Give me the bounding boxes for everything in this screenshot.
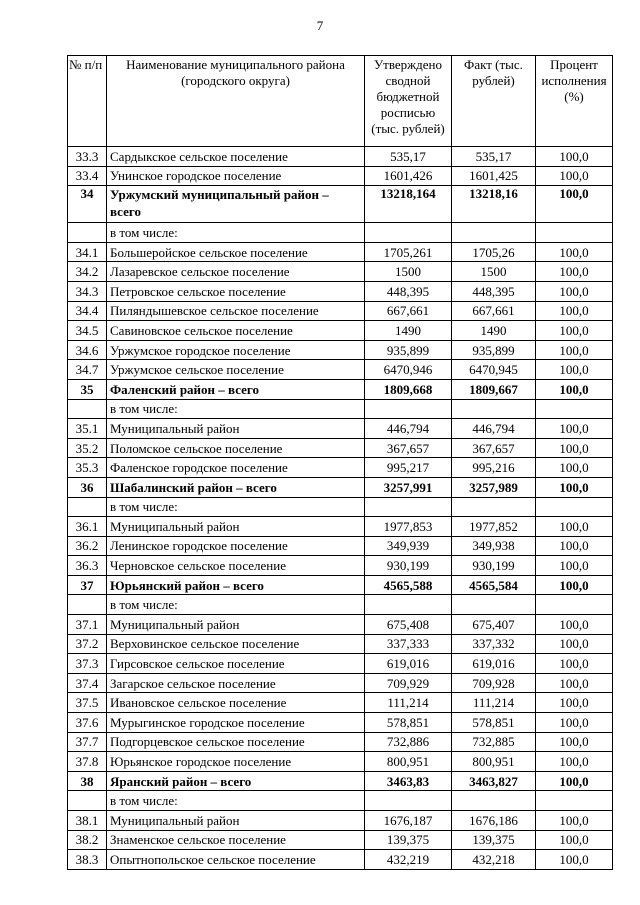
row-fact-cell: 432,218 (452, 850, 536, 870)
row-percent-cell: 100,0 (536, 771, 613, 791)
row-name-cell: Муниципальный район (107, 517, 365, 537)
row-percent-cell: 100,0 (536, 811, 613, 831)
row-number-cell: 34.6 (68, 340, 107, 360)
table-row-total (68, 771, 613, 791)
row-name-cell: Фаленское городское поселение (107, 458, 365, 478)
row-percent-cell: 100,0 (536, 654, 613, 674)
row-fact-cell: 578,851 (452, 713, 536, 733)
row-number-cell: 37.2 (68, 634, 107, 654)
row-number-cell: 36.2 (68, 536, 107, 556)
row-number-cell: 34.3 (68, 281, 107, 301)
row-fact-cell: 667,661 (452, 301, 536, 321)
row-percent-cell: 100,0 (536, 321, 613, 341)
table-row-total (68, 575, 613, 595)
page-number: 7 (316, 18, 324, 33)
row-plan-cell: 6470,946 (365, 360, 452, 380)
row-plan-cell: 935,899 (365, 340, 452, 360)
row-number-cell: 37.4 (68, 673, 107, 693)
table-row (68, 673, 613, 693)
row-percent-cell: 100,0 (536, 477, 613, 497)
row-plan-cell: 667,661 (365, 301, 452, 321)
row-number-cell (68, 399, 107, 419)
row-fact-cell (452, 223, 536, 243)
row-fact-cell: 3257,989 (452, 477, 536, 497)
table-row-subheader (68, 595, 613, 615)
row-plan-cell: 1490 (365, 321, 452, 341)
row-number-cell: 37.8 (68, 752, 107, 772)
row-number-cell: 34.7 (68, 360, 107, 380)
row-name-cell: Уржумское городское поселение (107, 340, 365, 360)
table-row-total (68, 477, 613, 497)
row-fact-cell: 1490 (452, 321, 536, 341)
table-row (68, 536, 613, 556)
row-percent-cell: 100,0 (536, 830, 613, 850)
row-name-cell: Петровское сельское поселение (107, 281, 365, 301)
row-percent-cell: 100,0 (536, 732, 613, 752)
row-plan-cell: 800,951 (365, 752, 452, 772)
row-fact-cell: 4565,584 (452, 575, 536, 595)
row-plan-cell: 732,886 (365, 732, 452, 752)
row-percent-cell: 100,0 (536, 281, 613, 301)
row-number-cell: 36.3 (68, 556, 107, 576)
row-fact-cell: 675,407 (452, 615, 536, 635)
table-row (68, 147, 613, 167)
row-fact-cell: 6470,945 (452, 360, 536, 380)
row-percent-cell: 100,0 (536, 360, 613, 380)
row-plan-cell: 1705,261 (365, 242, 452, 262)
row-fact-cell: 619,016 (452, 654, 536, 674)
table-row (68, 242, 613, 262)
row-plan-cell (365, 399, 452, 419)
row-name-cell: Опытнопольское сельское поселение (107, 850, 365, 870)
row-fact-cell: 139,375 (452, 830, 536, 850)
row-number-cell: 38 (68, 771, 107, 791)
row-fact-cell: 337,332 (452, 634, 536, 654)
row-plan-cell: 619,016 (365, 654, 452, 674)
header-name: Наименование муниципального района (городского округа) (107, 56, 365, 147)
row-fact-cell (452, 791, 536, 811)
row-fact-cell: 1977,852 (452, 517, 536, 537)
row-fact-cell: 535,17 (452, 147, 536, 167)
row-name-cell: в том числе: (107, 791, 365, 811)
table-row (68, 811, 613, 831)
row-number-cell: 35.1 (68, 419, 107, 439)
row-number-cell: 34.2 (68, 262, 107, 282)
row-name-cell: Уржумский муниципальный район – всего (107, 186, 365, 223)
header-fact: Факт (тыс. рублей) (452, 56, 536, 147)
row-percent-cell: 100,0 (536, 713, 613, 733)
row-percent-cell (536, 497, 613, 517)
row-number-cell: 34.5 (68, 321, 107, 341)
row-fact-cell: 111,214 (452, 693, 536, 713)
row-name-cell: Фаленский район – всего (107, 379, 365, 399)
row-name-cell: Сардыкское сельское поселение (107, 147, 365, 167)
row-name-cell: Уржумское сельское поселение (107, 360, 365, 380)
row-name-cell: Подгорцевское сельское поселение (107, 732, 365, 752)
row-name-cell: Ивановское сельское поселение (107, 693, 365, 713)
row-number-cell: 33.4 (68, 166, 107, 186)
row-plan-cell: 1676,187 (365, 811, 452, 831)
row-fact-cell: 1705,26 (452, 242, 536, 262)
row-plan-cell: 13218,164 (365, 186, 452, 223)
row-percent-cell: 100,0 (536, 615, 613, 635)
row-number-cell: 37.6 (68, 713, 107, 733)
row-name-cell: Большеройское сельское поселение (107, 242, 365, 262)
row-name-cell: Юрьянский район – всего (107, 575, 365, 595)
table-row (68, 556, 613, 576)
row-number-cell: 35.3 (68, 458, 107, 478)
table-row-subheader (68, 399, 613, 419)
table-row-total (68, 379, 613, 399)
table-row-subheader (68, 223, 613, 243)
row-percent-cell (536, 399, 613, 419)
row-plan-cell (365, 791, 452, 811)
row-plan-cell: 535,17 (365, 147, 452, 167)
row-plan-cell: 446,794 (365, 419, 452, 439)
row-name-cell: Муниципальный район (107, 419, 365, 439)
row-number-cell: 37.7 (68, 732, 107, 752)
header-plan: Утверждено сводной бюджетной росписью (тыс. рублей) (365, 56, 452, 147)
row-name-cell: в том числе: (107, 223, 365, 243)
table-row (68, 419, 613, 439)
row-name-cell: Мурыгинское городское поселение (107, 713, 365, 733)
table-row (68, 830, 613, 850)
row-name-cell: Черновское сельское поселение (107, 556, 365, 576)
table-row (68, 732, 613, 752)
row-plan-cell: 1977,853 (365, 517, 452, 537)
table-row (68, 438, 613, 458)
row-plan-cell: 448,395 (365, 281, 452, 301)
row-fact-cell: 3463,827 (452, 771, 536, 791)
row-name-cell: Савиновское сельское поселение (107, 321, 365, 341)
row-percent-cell (536, 595, 613, 615)
row-number-cell (68, 595, 107, 615)
row-percent-cell: 100,0 (536, 419, 613, 439)
table-row (68, 713, 613, 733)
row-number-cell: 38.1 (68, 811, 107, 831)
row-percent-cell: 100,0 (536, 575, 613, 595)
row-plan-cell: 3463,83 (365, 771, 452, 791)
row-fact-cell: 349,938 (452, 536, 536, 556)
row-percent-cell: 100,0 (536, 536, 613, 556)
row-name-cell: Ленинское городское поселение (107, 536, 365, 556)
row-fact-cell: 709,928 (452, 673, 536, 693)
row-name-cell: Муниципальный район (107, 811, 365, 831)
table-row (68, 752, 613, 772)
row-name-cell: в том числе: (107, 497, 365, 517)
row-number-cell: 37 (68, 575, 107, 595)
row-plan-cell: 337,333 (365, 634, 452, 654)
row-percent-cell: 100,0 (536, 166, 613, 186)
row-name-cell: в том числе: (107, 595, 365, 615)
row-plan-cell: 367,657 (365, 438, 452, 458)
row-fact-cell: 448,395 (452, 281, 536, 301)
row-percent-cell: 100,0 (536, 301, 613, 321)
table-row (68, 634, 613, 654)
table-row (68, 281, 613, 301)
row-number-cell: 34.1 (68, 242, 107, 262)
row-number-cell (68, 791, 107, 811)
row-percent-cell (536, 223, 613, 243)
row-number-cell: 34 (68, 186, 107, 223)
row-fact-cell: 13218,16 (452, 186, 536, 223)
table-body (68, 147, 613, 870)
row-plan-cell: 675,408 (365, 615, 452, 635)
row-name-cell: Муниципальный район (107, 615, 365, 635)
row-plan-cell: 578,851 (365, 713, 452, 733)
row-plan-cell: 139,375 (365, 830, 452, 850)
row-fact-cell: 1676,186 (452, 811, 536, 831)
row-name-cell: Гирсовское сельское поселение (107, 654, 365, 674)
table-row (68, 458, 613, 478)
row-percent-cell: 100,0 (536, 850, 613, 870)
row-fact-cell: 1809,667 (452, 379, 536, 399)
row-plan-cell: 1601,426 (365, 166, 452, 186)
row-name-cell: Загарское сельское поселение (107, 673, 365, 693)
row-name-cell: Знаменское сельское поселение (107, 830, 365, 850)
row-plan-cell: 930,199 (365, 556, 452, 576)
row-fact-cell (452, 497, 536, 517)
row-percent-cell: 100,0 (536, 556, 613, 576)
row-plan-cell (365, 595, 452, 615)
row-plan-cell: 709,929 (365, 673, 452, 693)
row-number-cell: 38.2 (68, 830, 107, 850)
row-number-cell: 37.1 (68, 615, 107, 635)
row-fact-cell: 930,199 (452, 556, 536, 576)
table-row (68, 654, 613, 674)
row-fact-cell: 800,951 (452, 752, 536, 772)
row-fact-cell: 367,657 (452, 438, 536, 458)
row-plan-cell: 349,939 (365, 536, 452, 556)
row-percent-cell: 100,0 (536, 262, 613, 282)
row-name-cell: Верховинское сельское поселение (107, 634, 365, 654)
header-number: № п/п (68, 56, 107, 147)
row-fact-cell: 935,899 (452, 340, 536, 360)
table-header-row (68, 56, 613, 147)
row-number-cell: 36.1 (68, 517, 107, 537)
row-percent-cell (536, 791, 613, 811)
row-fact-cell (452, 399, 536, 419)
row-percent-cell: 100,0 (536, 693, 613, 713)
row-percent-cell: 100,0 (536, 458, 613, 478)
row-number-cell: 35 (68, 379, 107, 399)
table-row (68, 166, 613, 186)
row-name-cell: Яранский район – всего (107, 771, 365, 791)
row-percent-cell: 100,0 (536, 147, 613, 167)
row-percent-cell: 100,0 (536, 186, 613, 223)
row-fact-cell: 732,885 (452, 732, 536, 752)
row-percent-cell: 100,0 (536, 752, 613, 772)
row-number-cell (68, 223, 107, 243)
row-plan-cell: 995,217 (365, 458, 452, 478)
table-row (68, 693, 613, 713)
row-name-cell: Юрьянское городское поселение (107, 752, 365, 772)
row-number-cell: 38.3 (68, 850, 107, 870)
row-number-cell: 37.3 (68, 654, 107, 674)
row-plan-cell (365, 223, 452, 243)
row-number-cell (68, 497, 107, 517)
row-percent-cell: 100,0 (536, 517, 613, 537)
row-plan-cell (365, 497, 452, 517)
row-fact-cell: 1500 (452, 262, 536, 282)
table-row-subheader (68, 791, 613, 811)
row-fact-cell (452, 595, 536, 615)
row-percent-cell: 100,0 (536, 379, 613, 399)
table-row (68, 301, 613, 321)
budget-table (67, 55, 613, 870)
row-number-cell: 37.5 (68, 693, 107, 713)
table-row (68, 360, 613, 380)
table-row (68, 262, 613, 282)
row-percent-cell: 100,0 (536, 438, 613, 458)
row-percent-cell: 100,0 (536, 242, 613, 262)
row-fact-cell: 446,794 (452, 419, 536, 439)
row-fact-cell: 995,216 (452, 458, 536, 478)
row-name-cell: Поломское сельское поселение (107, 438, 365, 458)
row-name-cell: Унинское городское поселение (107, 166, 365, 186)
row-name-cell: в том числе: (107, 399, 365, 419)
table-row-total (68, 186, 613, 223)
table-row (68, 615, 613, 635)
table-row (68, 517, 613, 537)
row-name-cell: Лазаревское сельское поселение (107, 262, 365, 282)
row-fact-cell: 1601,425 (452, 166, 536, 186)
row-percent-cell: 100,0 (536, 673, 613, 693)
row-plan-cell: 1809,668 (365, 379, 452, 399)
row-plan-cell: 3257,991 (365, 477, 452, 497)
row-plan-cell: 111,214 (365, 693, 452, 713)
row-percent-cell: 100,0 (536, 340, 613, 360)
row-number-cell: 35.2 (68, 438, 107, 458)
row-plan-cell: 4565,588 (365, 575, 452, 595)
row-number-cell: 33.3 (68, 147, 107, 167)
row-plan-cell: 432,219 (365, 850, 452, 870)
row-plan-cell: 1500 (365, 262, 452, 282)
row-number-cell: 36 (68, 477, 107, 497)
table-row-subheader (68, 497, 613, 517)
table-row (68, 321, 613, 341)
table-row (68, 850, 613, 870)
row-name-cell: Шабалинский район – всего (107, 477, 365, 497)
row-number-cell: 34.4 (68, 301, 107, 321)
row-name-cell: Пиляндышевское сельское поселение (107, 301, 365, 321)
table-row (68, 340, 613, 360)
header-percent: Процент исполнения (%) (536, 56, 613, 147)
row-percent-cell: 100,0 (536, 634, 613, 654)
